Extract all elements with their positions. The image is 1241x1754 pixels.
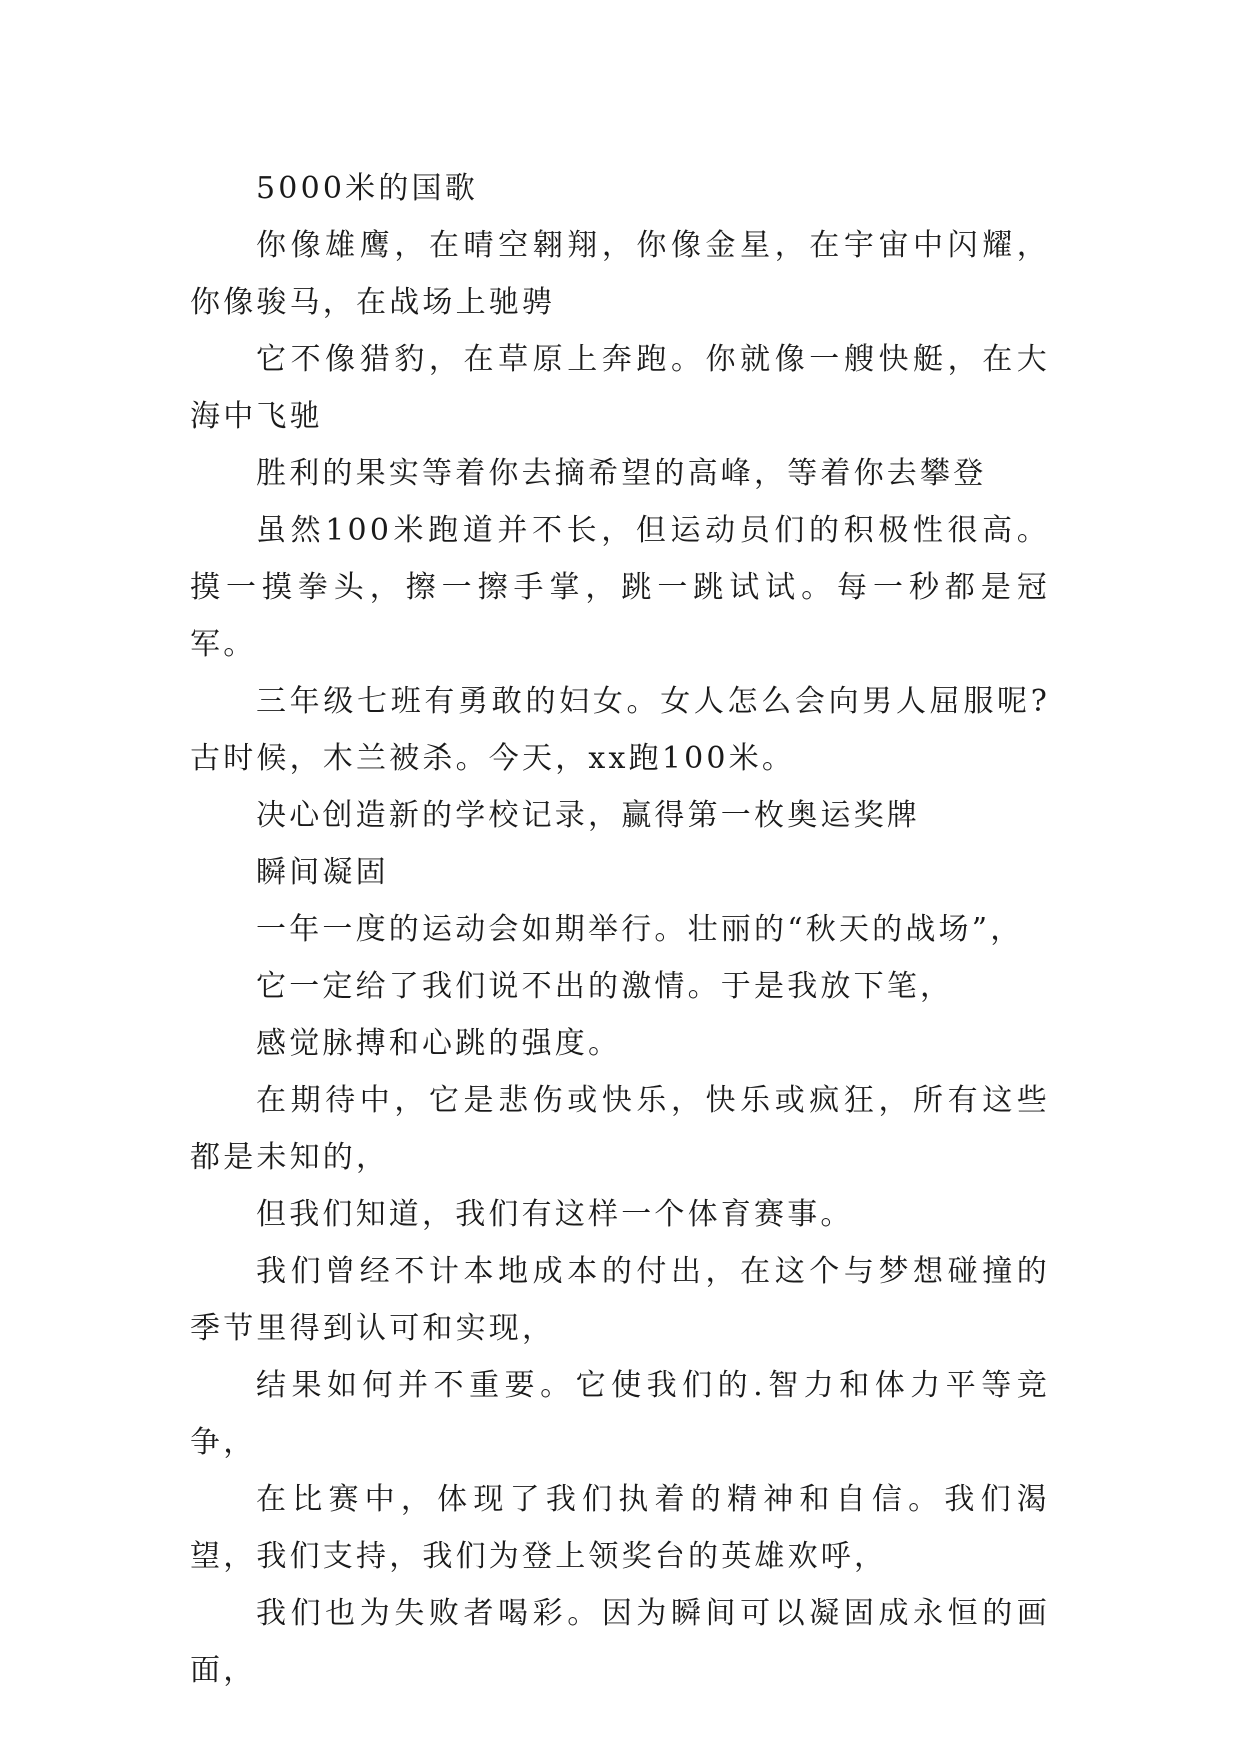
paragraph: 你像雄鹰，在晴空翱翔，你像金星，在宇宙中闪耀，你像骏马，在战场上驰骋 xyxy=(190,228,1050,320)
paragraph: 但我们知道，我们有这样一个体育赛事。 xyxy=(256,1197,854,1232)
paragraph: 瞬间凝固 xyxy=(256,855,389,890)
paragraph: 它不像猎豹，在草原上奔跑。你就像一艘快艇，在大海中飞驰 xyxy=(190,342,1050,434)
paragraph: 在期待中，它是悲伤或快乐，快乐或疯狂，所有这些都是未知的， xyxy=(190,1083,1050,1175)
paragraph: 5000米的国歌 xyxy=(256,171,478,206)
paragraph: 它一定给了我们说不出的激情。于是我放下笔， xyxy=(256,969,954,1004)
paragraph: 三年级七班有勇敢的妇女。女人怎么会向男人屈服呢?古时候，木兰被杀。今天，xx跑100米。 xyxy=(190,684,1050,776)
paragraph: 我们曾经不计本地成本的付出，在这个与梦想碰撞的季节里得到认可和实现， xyxy=(190,1254,1050,1346)
document-body xyxy=(190,160,1050,1699)
paragraph: 感觉脉搏和心跳的强度。 xyxy=(256,1026,622,1061)
paragraph: 在比赛中，体现了我们执着的精神和自信。我们渴望，我们支持，我们为登上领奖台的英雄欢呼， xyxy=(190,1482,1050,1574)
paragraph: 胜利的果实等着你去摘希望的高峰，等着你去攀登 xyxy=(256,456,987,491)
paragraph: 虽然100米跑道并不长，但运动员们的积极性很高。摸一摸拳头，擦一擦手掌，跳一跳试试。每一秒都是冠军。 xyxy=(190,513,1050,662)
paragraph: 一年一度的运动会如期举行。壮丽的“秋天的战场”， xyxy=(256,912,1024,947)
paragraph: 决心创造新的学校记录，赢得第一枚奥运奖牌 xyxy=(256,798,920,833)
paragraph: 我们也为失败者喝彩。因为瞬间可以凝固成永恒的画面， xyxy=(190,1596,1050,1688)
paragraph: 结果如何并不重要。它使我们的.智力和体力平等竞争， xyxy=(190,1368,1050,1460)
